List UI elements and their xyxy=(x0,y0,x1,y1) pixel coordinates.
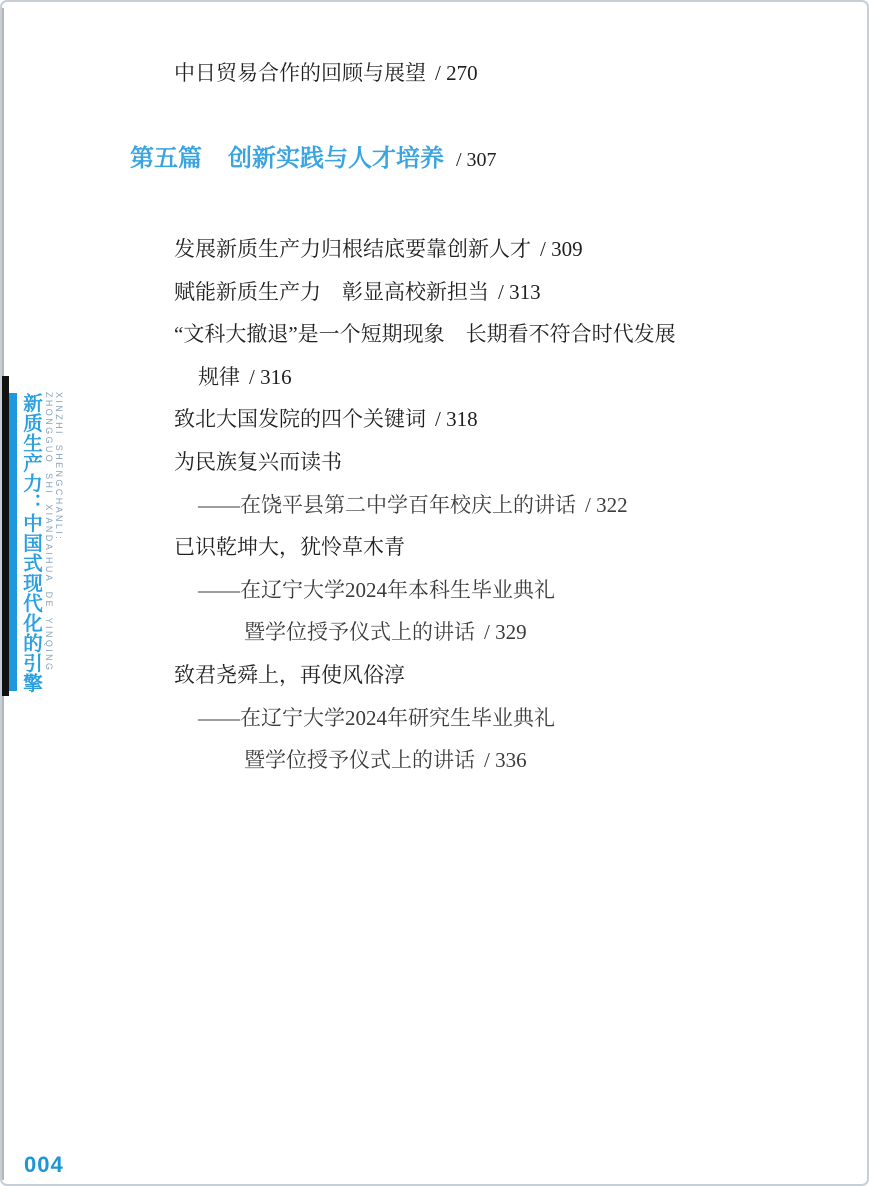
toc-line xyxy=(174,611,814,654)
toc-line xyxy=(174,484,814,527)
toc-line xyxy=(174,271,814,314)
toc-line-text: 暨学位授予仪式上的讲话 xyxy=(244,620,475,645)
book-title-pinyin-line2: ZHONGGUO SHI XIANDAIHUA DE YINQING xyxy=(44,392,54,673)
toc-line-text: “文科大撤退”是一个短期现象 长期看不符合时代发展 xyxy=(174,322,676,347)
book-title-pinyin-line1: XINZHI SHENGCHANLI: xyxy=(54,392,64,542)
toc-line-text: 暨学位授予仪式上的讲话 xyxy=(244,748,475,773)
toc-entry-list xyxy=(174,228,814,782)
toc-line-page-number: / 329 xyxy=(484,620,527,645)
section-number: 第五篇 xyxy=(130,145,202,172)
toc-line-page-number: / 309 xyxy=(540,237,583,261)
toc-line-text: 赋能新质生产力 彰显高校新担当 xyxy=(174,279,489,304)
toc-line-text: 规律 xyxy=(198,364,240,389)
toc-line-page-number: / 313 xyxy=(498,279,541,304)
book-title-vertical: 新质生产力：中国式现代化的引擎 xyxy=(20,393,42,693)
book-title-pinyin xyxy=(44,392,64,694)
section-page-number: / 307 xyxy=(456,149,497,171)
section-header xyxy=(130,144,497,175)
section-title: 创新实践与人才培养 xyxy=(228,145,444,172)
toc-line-text: ——在辽宁大学2024年本科生毕业典礼 xyxy=(198,577,555,602)
toc-entry-page: / 270 xyxy=(435,61,478,85)
toc-line xyxy=(174,398,814,441)
toc-line xyxy=(174,569,814,612)
toc-entry-previous-section xyxy=(174,60,478,86)
toc-line-text: ——在饶平县第二中学百年校庆上的讲话 xyxy=(198,492,576,517)
toc-line xyxy=(174,356,814,399)
toc-entry-text: 中日贸易合作的回顾与展望 xyxy=(174,61,426,85)
toc-line xyxy=(174,654,814,697)
toc-line xyxy=(174,313,814,356)
toc-line xyxy=(174,526,814,569)
toc-line xyxy=(174,739,814,782)
toc-line xyxy=(174,441,814,484)
toc-line-text: 为民族复兴而读书 xyxy=(174,449,342,474)
toc-line-page-number: / 316 xyxy=(249,364,292,389)
toc-line-page-number: / 322 xyxy=(585,492,628,517)
toc-line-text: ——在辽宁大学2024年研究生毕业典礼 xyxy=(198,705,555,730)
toc-line xyxy=(174,228,814,271)
folio-page-number: 004 xyxy=(24,1152,64,1177)
toc-line-page-number: / 336 xyxy=(484,748,527,773)
toc-line xyxy=(174,697,814,740)
spine-black-bar xyxy=(2,376,9,696)
toc-line-text: 致北大国发院的四个关键词 xyxy=(174,407,426,432)
toc-line-text: 已识乾坤大，犹怜草木青 xyxy=(174,535,405,560)
toc-line-page-number: / 318 xyxy=(435,407,478,432)
toc-line-text: 致君尧舜上，再使风俗淳 xyxy=(174,662,405,687)
spine-blue-bar xyxy=(9,393,17,691)
toc-line-text: 发展新质生产力归根结底要靠创新人才 xyxy=(174,237,531,261)
